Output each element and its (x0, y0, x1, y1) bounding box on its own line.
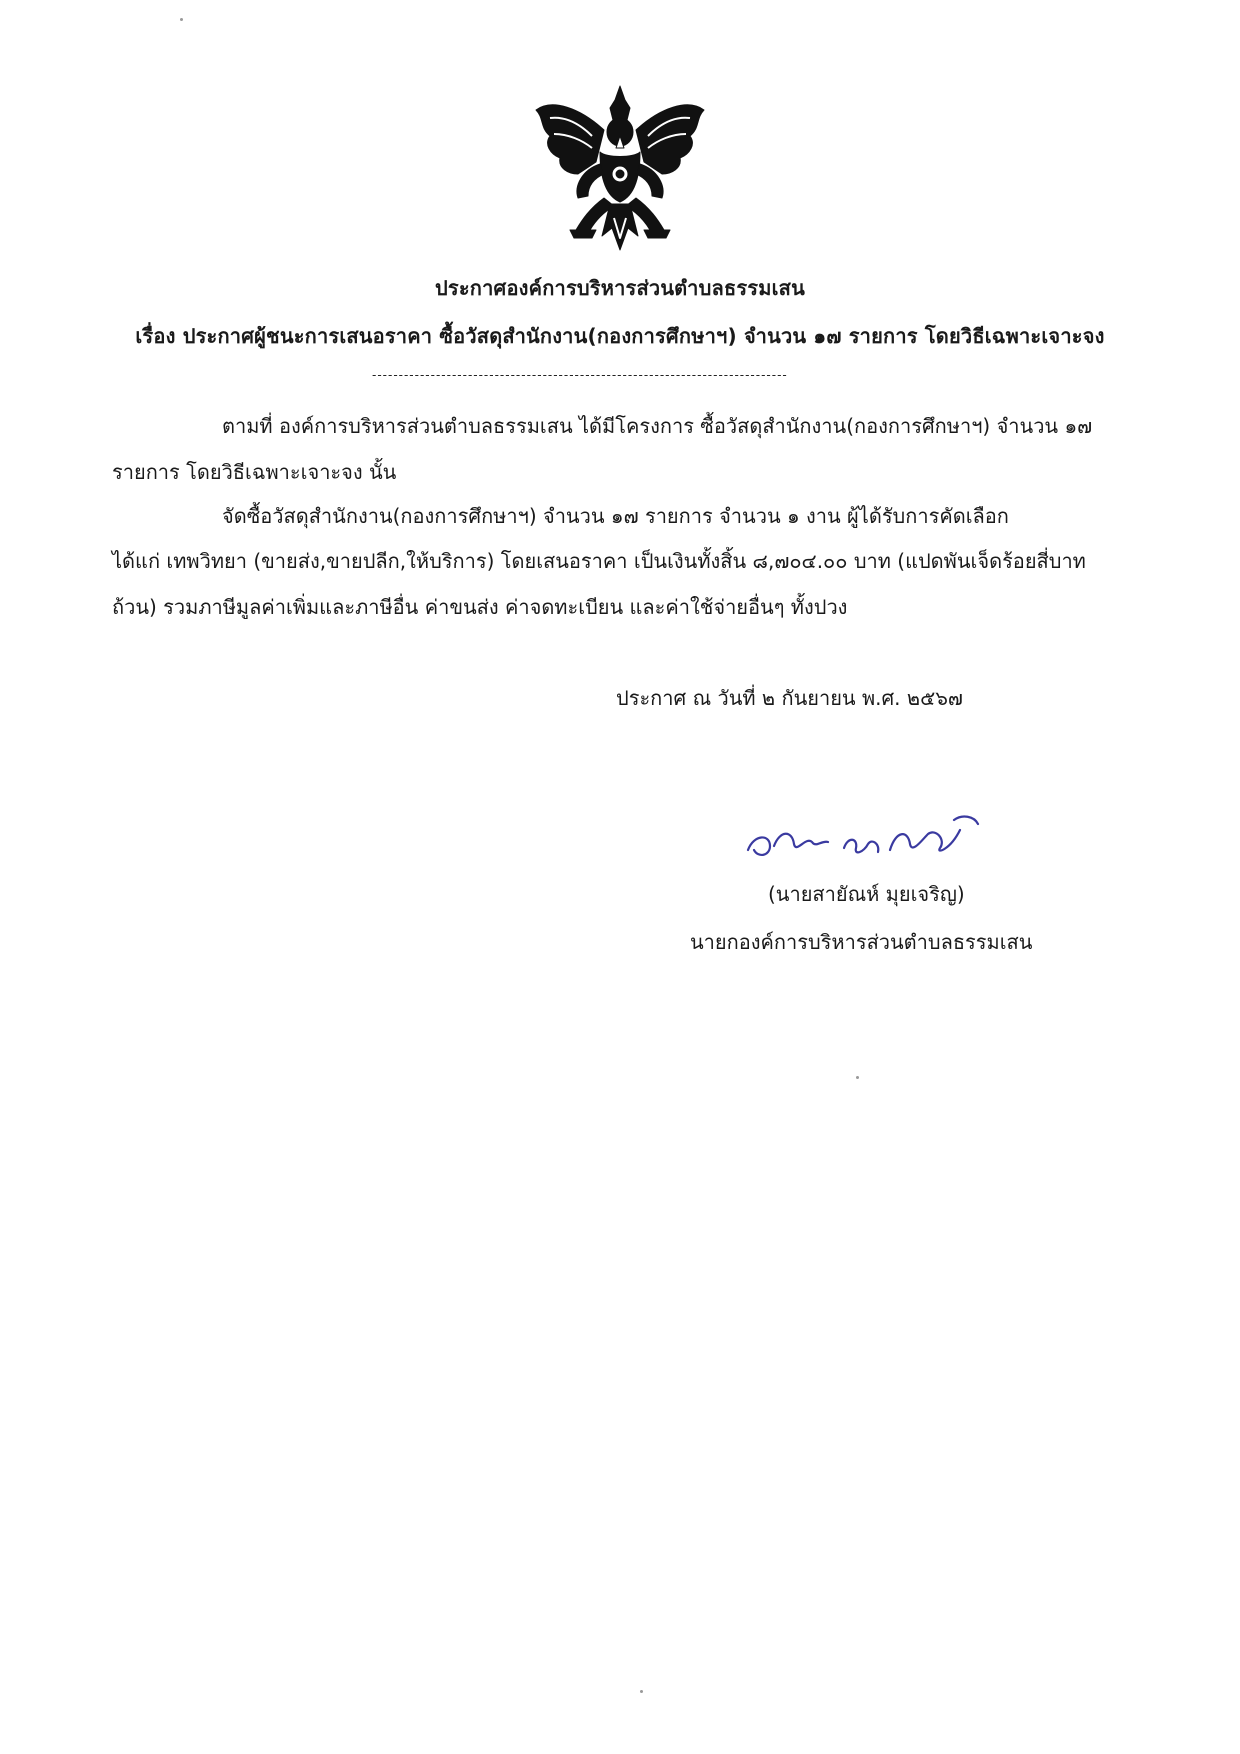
scan-speck (180, 18, 183, 21)
scan-speck (640, 1690, 643, 1693)
heading-divider: ------------------------------------------------------------------------------ (372, 368, 788, 382)
body-line-3: จัดซื้อวัสดุสำนักงาน(กองการศึกษาฯ) จำนวน ๑๗ รายการ จำนวน ๑ งาน ผู้ได้รับการคัดเลือก (222, 504, 1009, 528)
org-heading: ประกาศองค์การบริหารส่วนตำบลธรรมเสน (435, 276, 805, 300)
body-line-4: ได้แก่ เทพวิทยา (ขายส่ง,ขายปลีก,ให้บริการ) โดยเสนอราคา เป็นเงินทั้งสิ้น ๘,๗๐๔.๐๐ บาท (แปดพันเจ็ดร้อยสี่บาท (112, 549, 1086, 573)
garuda-emblem-icon (530, 78, 710, 258)
body-line-5: ถ้วน) รวมภาษีมูลค่าเพิ่มและภาษีอื่น ค่าขนส่ง ค่าจดทะเบียน และค่าใช้จ่ายอื่นๆ ทั้งปวง (112, 595, 848, 619)
signer-position: นายกองค์การบริหารส่วนตำบลธรรมเสน (690, 930, 1033, 954)
announcement-date: ประกาศ ณ วันที่ ๒ กันยายน พ.ศ. ๒๕๖๗ (616, 686, 963, 710)
signer-name: (นายสายัณห์ มุยเจริญ) (768, 882, 965, 906)
subject-heading: เรื่อง ประกาศผู้ชนะการเสนอราคา ซื้อวัสดุสำนักงาน(กองการศึกษาฯ) จำนวน ๑๗ รายการ โดยวิธีเฉพาะเจาะจง (135, 324, 1105, 348)
scan-speck (856, 1076, 859, 1079)
body-line-2: รายการ โดยวิธีเฉพาะเจาะจง นั้น (112, 460, 397, 484)
handwritten-signature (740, 800, 1000, 870)
body-line-1: ตามที่ องค์การบริหารส่วนตำบลธรรมเสน ได้มีโครงการ ซื้อวัสดุสำนักงาน(กองการศึกษาฯ) จำนวน ๑๗ (222, 414, 1093, 438)
